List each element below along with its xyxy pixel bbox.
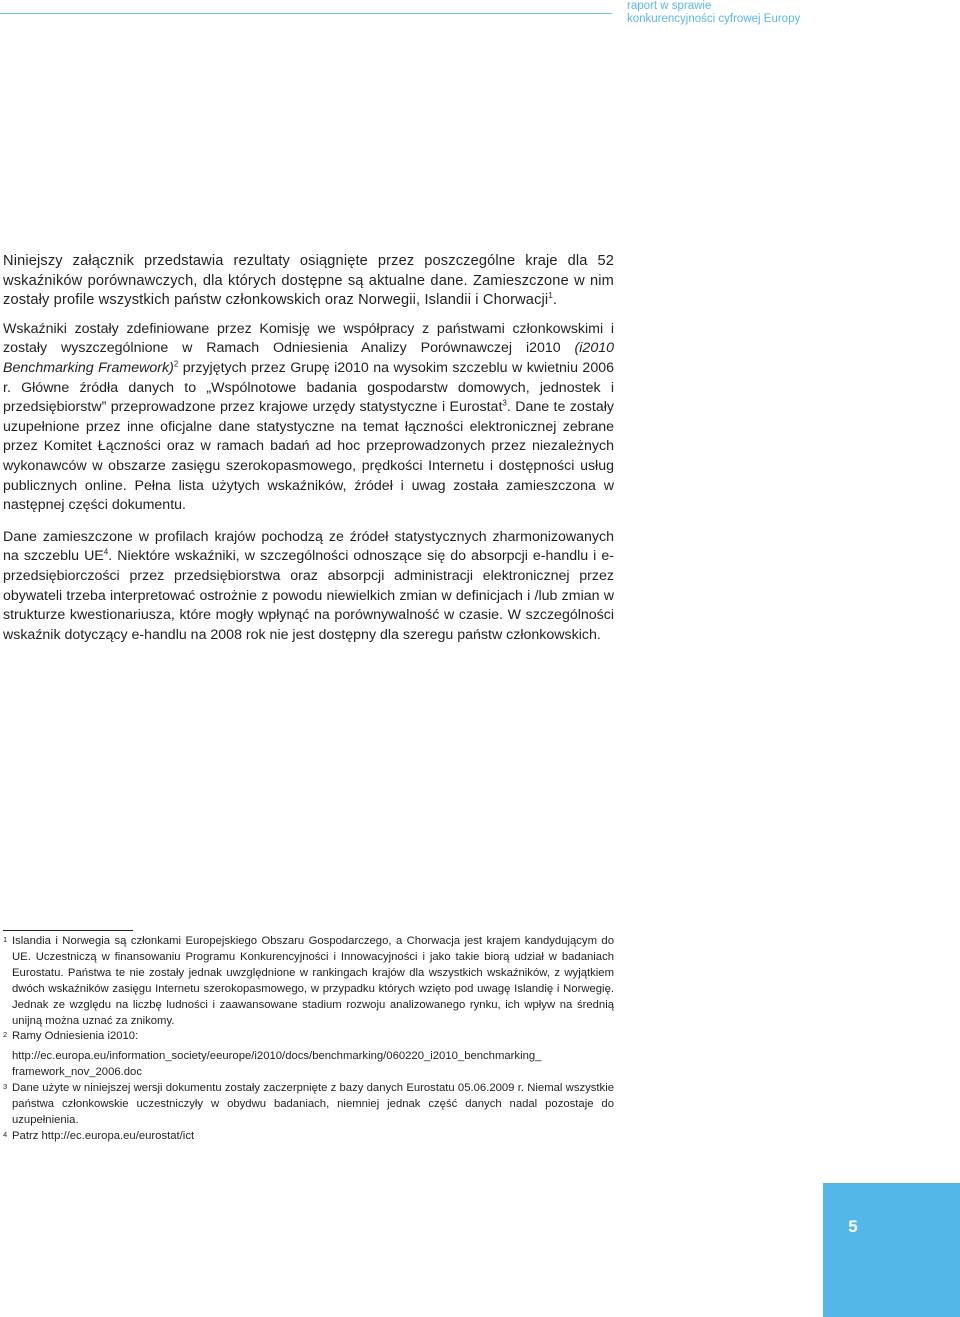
page-number: 5 (848, 1217, 858, 1236)
footnote-2 (3, 1029, 614, 1081)
running-head-line-2: konkurencyjności cyfrowej Europy (627, 13, 801, 25)
running-head-line-1: raport w sprawie (627, 0, 712, 12)
footnote-2-label: Ramy Odniesienia i2010: (12, 1030, 139, 1043)
paragraph-indicators-part-c: . Dane te zostały uzupełnione przez inne oficjalne dane statystyczne na temat łączności elektronicznej zebrane przez Komitet Łączności oraz w ramach badań ad hoc przeprowadzonych przez niezależnych wykonawców w obszarze zasięgu szerokopasmowego, prędkości Internetu i dostępności usług publicznych online. Pełna lista użytych wskaźników, źródeł i uwag została zamieszczona w następnej części dokumentu. (3, 399, 614, 514)
footnote-ref-4: 4 (103, 547, 109, 557)
header-rule (0, 13, 612, 14)
paragraph-intro (3, 252, 614, 311)
footnote-2-link[interactable]: http://ec.europa.eu/information_society/eeurope/i2010/docs/benchmarking/060220_i2010_benchmarking_ framework_nov_2006.doc (12, 1050, 542, 1079)
footnote-ref-3: 3 (502, 398, 507, 408)
paragraph-intro-text: Niniejszy załącznik przedstawia rezultaty osiągnięte przez poszczególne kraje dla 52 wskaźników porównawczych, dla których dostępne są aktualne dane. Zamieszczone w nim zostały profile wszystkich państw członkowskich oraz Norwegii, Islandii i Chorwacji (3, 253, 614, 309)
running-head (627, 0, 957, 26)
footnote-ref-1: 1 (548, 291, 553, 301)
paragraph-profiles-part-a: Dane zamieszczone w profilach krajów pochodzą ze źródeł statystycznych zharmonizowanych na szczeblu UE (3, 528, 614, 565)
footnote-1-number: 1 (3, 935, 8, 944)
paragraph-profiles (3, 528, 614, 646)
footnote-4-number: 4 (3, 1129, 8, 1139)
paragraph-indicators (3, 320, 614, 516)
footnote-4-text[interactable]: Patrz http://ec.europa.eu/eurostat/ict (12, 1129, 195, 1142)
footnote-1 (3, 934, 614, 1029)
paragraph-intro-end: . (552, 292, 558, 309)
page-number-tab (823, 1183, 960, 1317)
footnote-ref-2: 2 (173, 359, 179, 369)
body-text (3, 252, 614, 657)
footnote-3 (3, 1081, 614, 1129)
footnote-rule (3, 930, 133, 931)
footnote-2-number: 2 (3, 1030, 8, 1040)
footnote-3-number: 3 (3, 1082, 8, 1092)
footnote-3-text: Dane użyte w niniejszej wersji dokumentu zostały zaczerpnięte z bazy danych Eurostatu 05.06.2009 r. Niemal wszystkie państwa członkowskie uczestniczyły w obydwu badaniach, niemniej jednak część danych nadal pozostaje do uzupełnienia. (12, 1082, 614, 1126)
paragraph-indicators-part-a: Wskaźniki zostały zdefiniowane przez Komisję we współpracy z państwami członkowskimi i zostały wyszczególnione w Ramach Odniesienia Analizy Porównawczej i2010 (3, 320, 614, 357)
paragraph-profiles-part-b: . Niektóre wskaźniki, w szczególności odnoszące się do absorpcji e-handlu i e-przedsiębiorczości przez przedsiębiorstwa oraz absorpcji administracji elektronicznej przez obywateli trzeba interpretować ostrożnie z powodu niewielkich zmian w definicjach i /lub zmian w strukturze kwestionariusza, które mogły wpłynąć na porównywalność w czasie. W szczególności wskaźnik dotyczący e-handlu na 2008 rok nie jest dostępny dla szeregu państw członkowskich. (3, 548, 614, 643)
paragraph-indicators-italic: (i2010 Benchmarking Framework) (3, 340, 614, 376)
paragraph-indicators-part-b: przyjętych przez Grupę i2010 na wysokim szczeblu w kwietniu 2006 r. Główne źródła danych to „Wspólnotowe badania gospodarstw domowych, jednostek i przedsiębiorstw” przeprowadzone przez krajowe urzędy statystyczne i Eurostat (3, 359, 614, 416)
footnote-1-text: Islandia i Norwegia są członkami Europejskiego Obszaru Gospodarczego, a Chorwacja jest krajem kandydującym do UE. Uczestniczą w finansowaniu Programu Konkurencyjności i Innowacyjności i jako takie biorą udział w badaniach Eurostatu. Państwa te nie zostały jednak uwzględnione w rankingach krajów dla wszystkich wskaźników, z wyjątkiem dwóch wskaźników zasięgu Internetu szerokopasmowego, w przypadku których wzięto pod uwagę Islandię i Norwegię. Jednak ze względu na liczbę ludności i zaawansowane stadium rozwoju analizowanego rynku, ich wpływ na średnią unijną można uznać za znikomy. (12, 935, 614, 1027)
footnotes (3, 934, 614, 1145)
footnote-4 (3, 1129, 614, 1145)
